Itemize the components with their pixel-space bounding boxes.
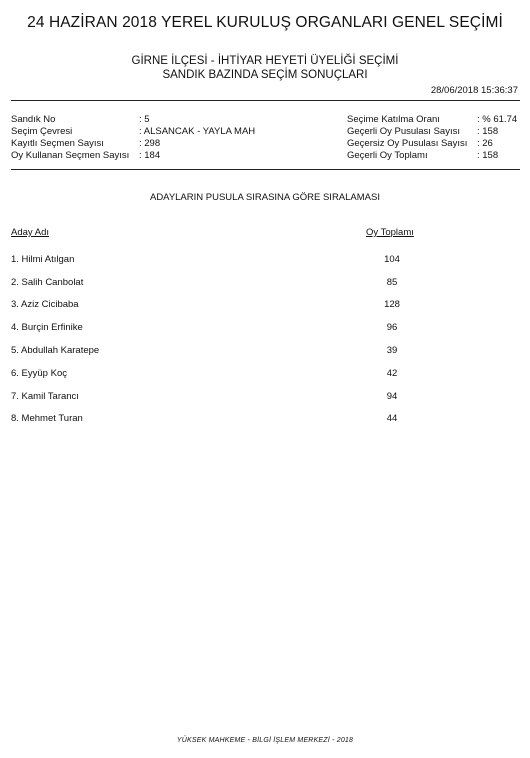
candidate-name: 2. Salih Canbolat bbox=[11, 277, 84, 288]
ranking-section-title: ADAYLARIN PUSULA SIRASINA GÖRE SIRALAMASI bbox=[149, 192, 380, 203]
document-title: 24 HAZİRAN 2018 YEREL KURULUŞ ORGANLARI GENEL SEÇİMİ bbox=[27, 14, 503, 31]
info-value: : 158 bbox=[477, 126, 499, 137]
candidate-name: 1. Hilmi Atılgan bbox=[11, 254, 75, 265]
info-value: : 298 bbox=[139, 138, 161, 149]
info-value: : 5 bbox=[139, 114, 150, 125]
info-label: Oy Kullanan Seçmen Sayısı bbox=[11, 150, 130, 161]
top-divider bbox=[11, 100, 520, 101]
candidate-row bbox=[0, 391, 530, 405]
candidate-votes: 44 bbox=[386, 413, 398, 424]
footer-credit: YÜKSEK MAHKEME - BİLGİ İŞLEM MERKEZİ - 2018 bbox=[176, 737, 354, 744]
candidate-votes: 42 bbox=[386, 368, 398, 379]
info-label: Kayıtlı Seçmen Sayısı bbox=[11, 138, 104, 149]
candidate-row bbox=[0, 368, 530, 382]
info-label: Sandık No bbox=[11, 114, 56, 125]
candidate-votes: 96 bbox=[386, 322, 398, 333]
candidate-name: 4. Burçin Erfinike bbox=[11, 322, 83, 333]
info-value: : % 61.74 bbox=[477, 114, 518, 125]
candidate-name-header: Aday Adı bbox=[11, 227, 50, 238]
candidate-name: 3. Aziz Cicibaba bbox=[11, 299, 79, 310]
report-subtitle: SANDIK BAZINDA SEÇİM SONUÇLARI bbox=[162, 69, 368, 81]
bottom-divider bbox=[11, 169, 520, 170]
election-subtitle: GİRNE İLÇESİ - İHTİYAR HEYETİ ÜYELİĞİ SEÇİMİ bbox=[131, 55, 399, 67]
report-timestamp: 28/06/2018 15:36:37 bbox=[430, 85, 518, 96]
candidate-name: 6. Eyyüp Koç bbox=[11, 368, 67, 379]
candidate-votes: 104 bbox=[384, 254, 400, 265]
candidate-name: 8. Mehmet Turan bbox=[11, 413, 83, 424]
info-label: Seçim Çevresi bbox=[11, 126, 73, 137]
candidate-row bbox=[0, 345, 530, 359]
info-value: : 158 bbox=[477, 150, 499, 161]
candidate-name: 5. Abdullah Karatepe bbox=[11, 345, 100, 356]
candidate-votes: 128 bbox=[384, 299, 400, 310]
candidate-row bbox=[0, 254, 530, 268]
info-label: Geçersiz Oy Pusulası Sayısı bbox=[347, 138, 468, 149]
info-label: Geçerli Oy Pusulası Sayısı bbox=[347, 126, 460, 137]
info-label: Seçime Katılma Oranı bbox=[347, 114, 440, 125]
candidate-row bbox=[0, 299, 530, 313]
candidate-votes: 85 bbox=[386, 277, 398, 288]
vote-total-header: Oy Toplamı bbox=[366, 227, 414, 238]
candidate-row bbox=[0, 277, 530, 291]
info-value: : 184 bbox=[139, 150, 161, 161]
info-value: : 26 bbox=[477, 138, 493, 149]
candidate-row bbox=[0, 322, 530, 336]
candidate-votes: 94 bbox=[386, 391, 398, 402]
info-label: Geçerli Oy Toplamı bbox=[347, 150, 428, 161]
candidate-votes: 39 bbox=[386, 345, 398, 356]
candidate-row bbox=[0, 413, 530, 427]
candidate-name: 7. Kamil Tarancı bbox=[11, 391, 79, 402]
info-value: : ALSANCAK - YAYLA MAH bbox=[139, 126, 256, 137]
